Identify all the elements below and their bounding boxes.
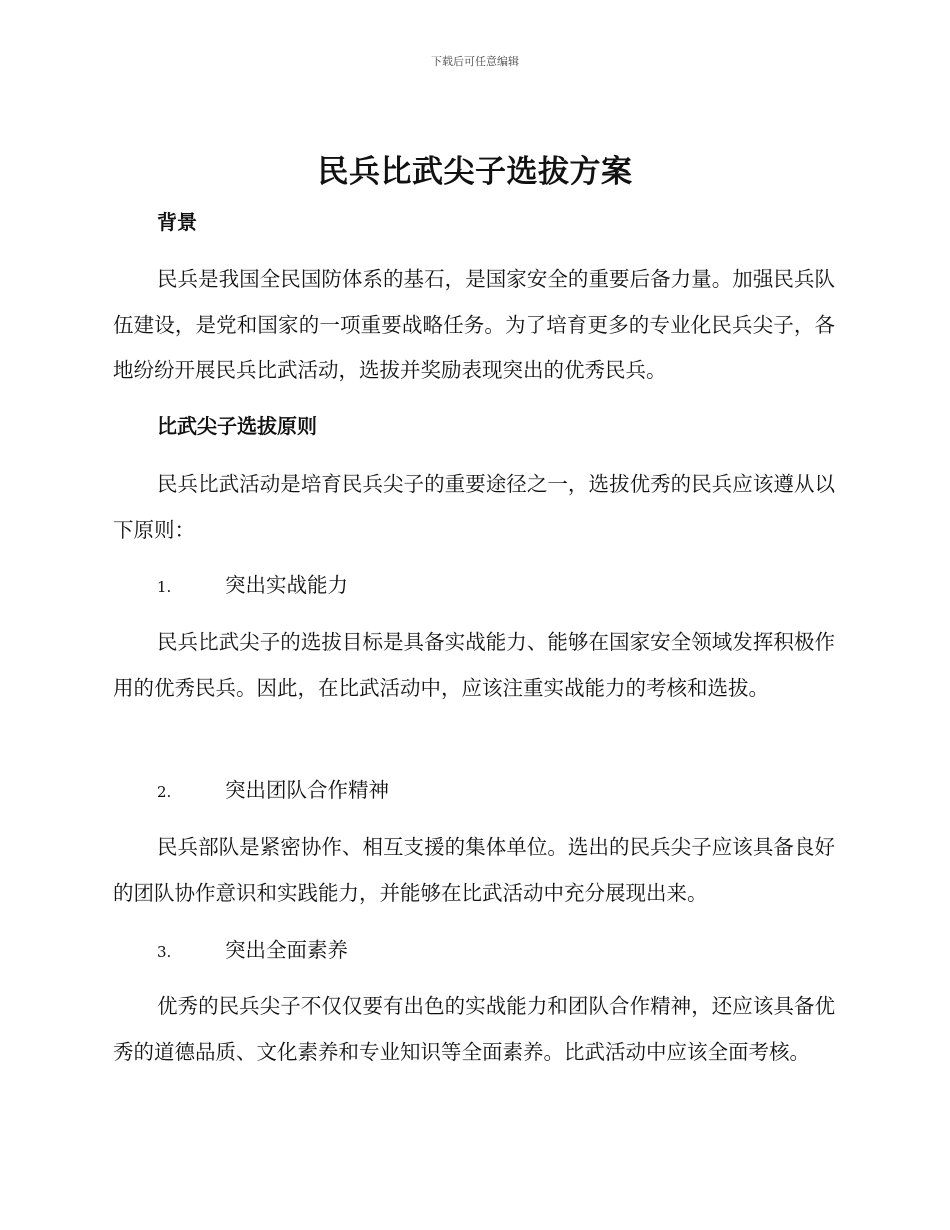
- list-item-title: 突出团队合作精神: [225, 778, 389, 802]
- principles-intro-paragraph: 民兵比武活动是培育民兵尖子的重要途径之一，选拔优秀的民兵应该遵从以下原则：: [113, 472, 835, 542]
- list-number: 3.: [157, 943, 172, 961]
- list-item-2-paragraph: 民兵部队是紧密协作、相互支援的集体单位。选出的民兵尖子应该具备良好的团队协作意识和实践能力，并能够在比武活动中充分展现出来。: [113, 835, 835, 905]
- list-item-title: 突出全面素养: [225, 938, 348, 962]
- section-heading-background: 背景: [157, 210, 197, 234]
- list-item-1-paragraph: 民兵比武尖子的选拔目标是具备实战能力、能够在国家安全领域发挥积极作用的优秀民兵。因此，在比武活动中，应该注重实战能力的考核和选拔。: [113, 630, 835, 700]
- list-item-1: [157, 570, 348, 600]
- section-heading-principles: 比武尖子选拔原则: [157, 414, 317, 438]
- background-paragraph: 民兵是我国全民国防体系的基石，是国家安全的重要后备力量。加强民兵队伍建设，是党和国家的一项重要战略任务。为了培育更多的专业化民兵尖子，各地纷纷开展民兵比武活动，选拔并奖励表现突出的优秀民兵。: [113, 267, 835, 382]
- list-item-2: [157, 775, 389, 805]
- list-number: 1.: [157, 578, 172, 596]
- list-number: 2.: [157, 783, 172, 801]
- list-item-3: [157, 935, 348, 965]
- header-note: 下载后可任意编辑: [431, 55, 519, 68]
- list-item-3-paragraph: 优秀的民兵尖子不仅仅要有出色的实战能力和团队合作精神，还应该具备优秀的道德品质、文化素养和专业知识等全面素养。比武活动中应该全面考核。: [113, 994, 835, 1064]
- document-title: 民兵比武尖子选拔方案: [317, 154, 633, 190]
- list-item-title: 突出实战能力: [225, 573, 348, 597]
